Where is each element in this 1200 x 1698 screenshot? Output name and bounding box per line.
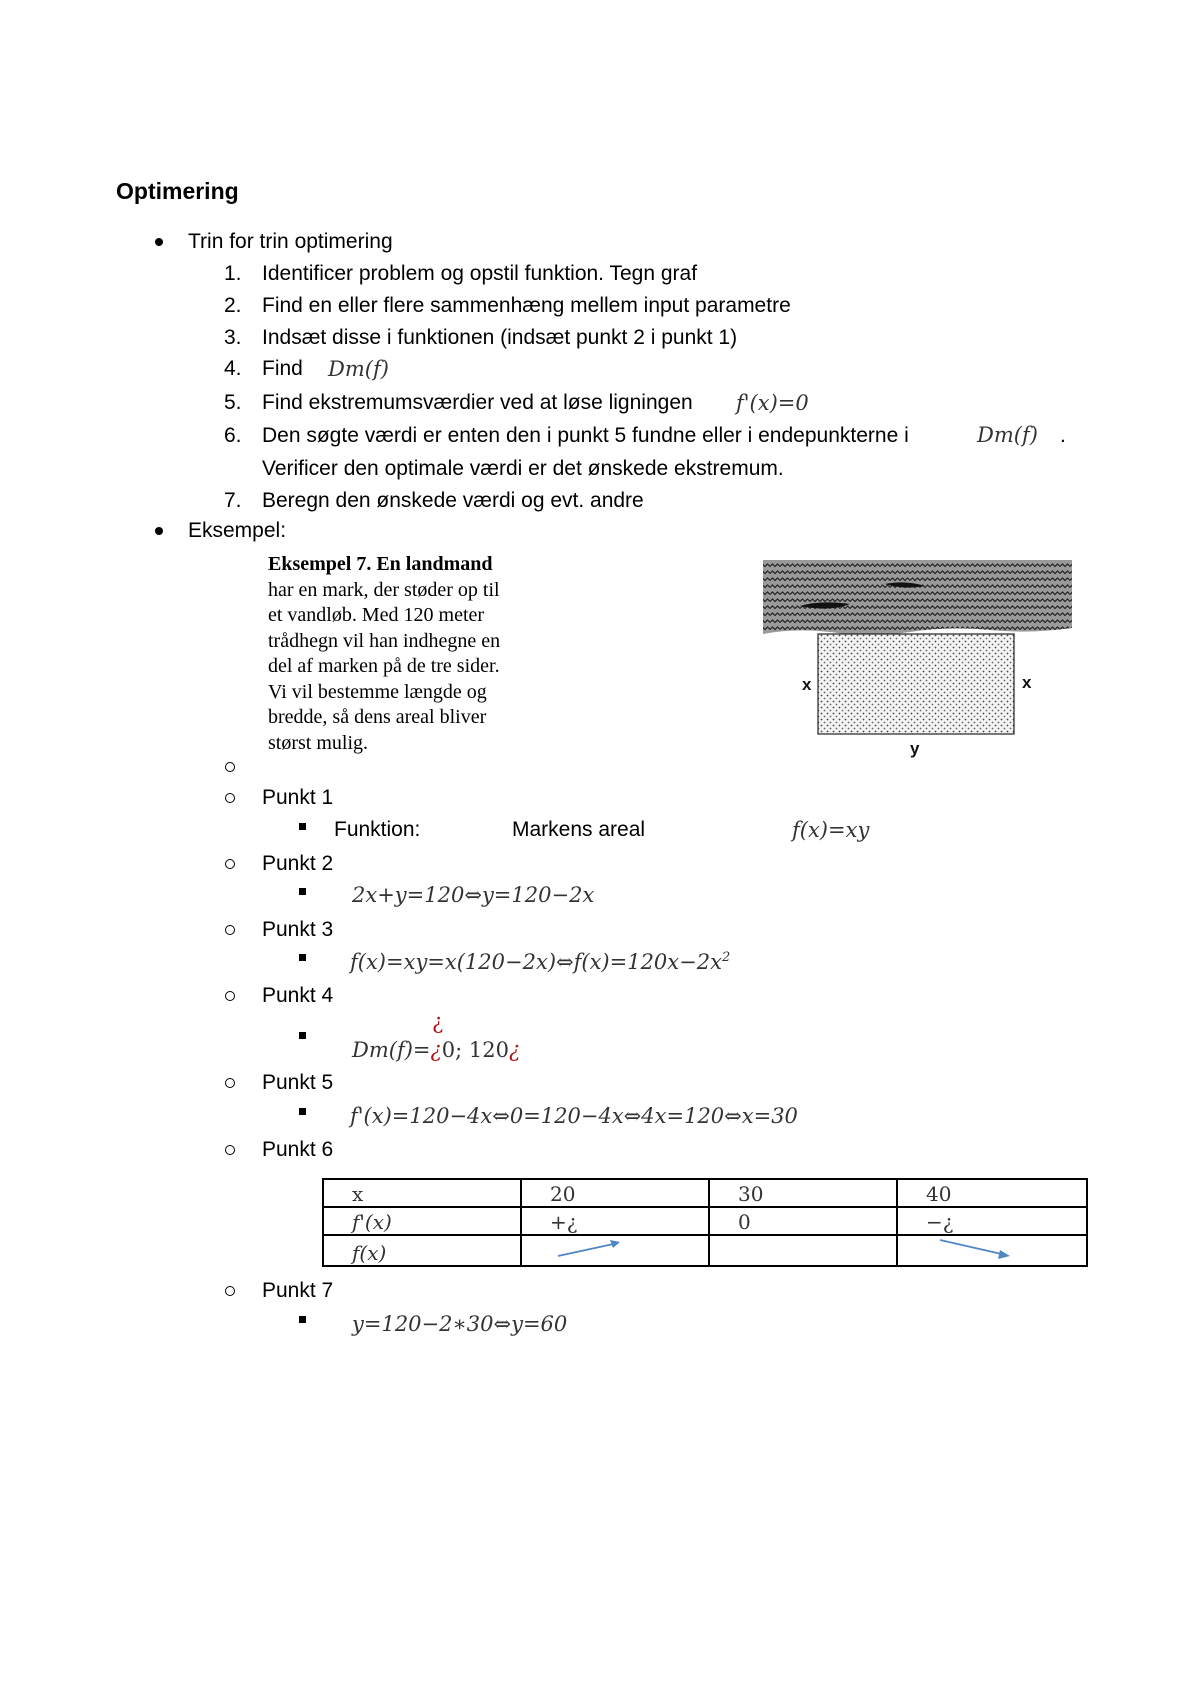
step-number: 3. xyxy=(224,326,242,349)
example-line: bredde, så dens areal bliver xyxy=(268,706,487,728)
period: . xyxy=(1060,424,1066,447)
funktion-label: Funktion: xyxy=(334,818,421,841)
table-cell: 0 xyxy=(709,1207,897,1235)
step-number: 4. xyxy=(224,357,242,380)
field-river-figure xyxy=(760,556,1076,762)
sub-bullet xyxy=(225,991,235,1001)
punkt-label: Punkt 2 xyxy=(262,852,334,875)
math-punkt4: Dm(f)=¿0; 120¿ xyxy=(352,1038,521,1062)
table-cell: f'(x) xyxy=(323,1207,521,1235)
sub-bullet xyxy=(225,793,235,803)
math-punkt3: $f(x)=xy=x(120-2x)\Leftrightarrow f(x)=120x-2x^2$ xyxy=(350,950,731,974)
punkt-label: Punkt 1 xyxy=(262,786,334,809)
sign-table xyxy=(322,1178,1088,1267)
math-punkt2: 2x+y=120⇔y=120−2x xyxy=(352,883,595,907)
example-line: del af marken på de tre sider. xyxy=(268,655,500,677)
bullet-trin: Trin for trin optimering xyxy=(188,230,393,253)
step-text: Den søgte værdi er enten den i punkt 5 fundne eller i endepunkterne i xyxy=(262,424,909,447)
page-title: Optimering xyxy=(116,178,239,204)
table-cell: +¿ xyxy=(521,1207,709,1235)
table-cell xyxy=(897,1235,1087,1266)
punkt-label: Punkt 7 xyxy=(262,1279,334,1302)
sub-bullet xyxy=(225,1145,235,1155)
table-row xyxy=(323,1207,1087,1235)
square-bullet xyxy=(299,954,306,961)
square-bullet xyxy=(299,888,306,895)
example-line: har en mark, der støder op til xyxy=(268,578,500,601)
step-text: Find ekstremumsværdier ved at løse ligningen xyxy=(262,391,693,414)
sub-bullet xyxy=(225,1078,235,1088)
example-line: Eksempel 7. En landmand xyxy=(268,553,493,575)
bullet-dot xyxy=(155,527,163,535)
table-cell: 40 xyxy=(897,1179,1087,1207)
step-text: Find xyxy=(262,357,303,380)
table-cell: 30 xyxy=(709,1179,897,1207)
example-line: et vandløb. Med 120 meter xyxy=(268,604,485,626)
bullet-dot xyxy=(155,238,163,246)
example-line: Vi vil bestemme længde og xyxy=(268,680,487,703)
sub-bullet xyxy=(225,762,235,772)
table-cell xyxy=(709,1235,897,1266)
example-text xyxy=(268,552,500,756)
field-rectangle xyxy=(818,634,1014,734)
sub-bullet xyxy=(225,859,235,869)
table-cell: x xyxy=(323,1179,521,1207)
table-cell xyxy=(521,1235,709,1266)
punkt-label: Punkt 6 xyxy=(262,1138,334,1161)
step-text: Identificer problem og opstil funktion. Tegn graf xyxy=(262,262,698,285)
step-number: 1. xyxy=(224,262,242,285)
increasing-arrow-icon xyxy=(550,1236,630,1260)
step-number: 6. xyxy=(224,424,242,447)
sub-bullet xyxy=(225,925,235,935)
square-bullet xyxy=(299,1108,306,1115)
fig-label-x-left: x xyxy=(802,675,812,694)
punkt-label: Punkt 4 xyxy=(262,984,334,1007)
fig-label-y: y xyxy=(910,739,920,758)
step-number: 2. xyxy=(224,294,242,317)
river xyxy=(763,560,1072,635)
step-text: Find en eller flere sammenhæng mellem input parametre xyxy=(262,294,791,317)
table-cell: 20 xyxy=(521,1179,709,1207)
math-punkt5: f'(x)=120−4x⇔0=120−4x⇔4x=120⇔x=30 xyxy=(350,1104,798,1128)
math-dm: Dm(f) xyxy=(977,423,1038,447)
step-number: 7. xyxy=(224,489,242,512)
decreasing-arrow-icon xyxy=(926,1236,1016,1260)
punkt-label: Punkt 3 xyxy=(262,918,334,941)
table-cell: −¿ xyxy=(897,1207,1087,1235)
fig-label-x-right: x xyxy=(1022,673,1032,692)
table-cell: f(x) xyxy=(323,1235,521,1266)
step-text: Indsæt disse i funktionen (indsæt punkt 2 i punkt 1) xyxy=(262,326,738,349)
square-bullet xyxy=(299,823,306,830)
step-text: Beregn den ønskede værdi og evt. andre xyxy=(262,489,644,512)
example-line: størst mulig. xyxy=(268,731,369,754)
square-bullet xyxy=(299,1316,306,1323)
math-dm: Dm(f) xyxy=(328,357,389,381)
red-symbol-top: ¿ xyxy=(432,1010,444,1034)
math-fxy: f(x)=xy xyxy=(792,818,870,842)
math-derivative-zero: f'(x)=0 xyxy=(736,391,809,415)
math-punkt7: y=120−2∗30⇔y=60 xyxy=(352,1312,568,1336)
markens-areal: Markens areal xyxy=(512,818,646,841)
bullet-eksempel: Eksempel: xyxy=(188,519,287,542)
table-row xyxy=(323,1235,1087,1266)
table-row xyxy=(323,1179,1087,1207)
punkt-label: Punkt 5 xyxy=(262,1071,334,1094)
example-line: trådhegn vil han indhegne en xyxy=(268,629,501,652)
sub-bullet xyxy=(225,1286,235,1296)
square-bullet xyxy=(299,1032,306,1039)
step-text-line2: Verificer den optimale værdi er det ønskede ekstremum. xyxy=(262,457,784,480)
step-number: 5. xyxy=(224,391,242,414)
